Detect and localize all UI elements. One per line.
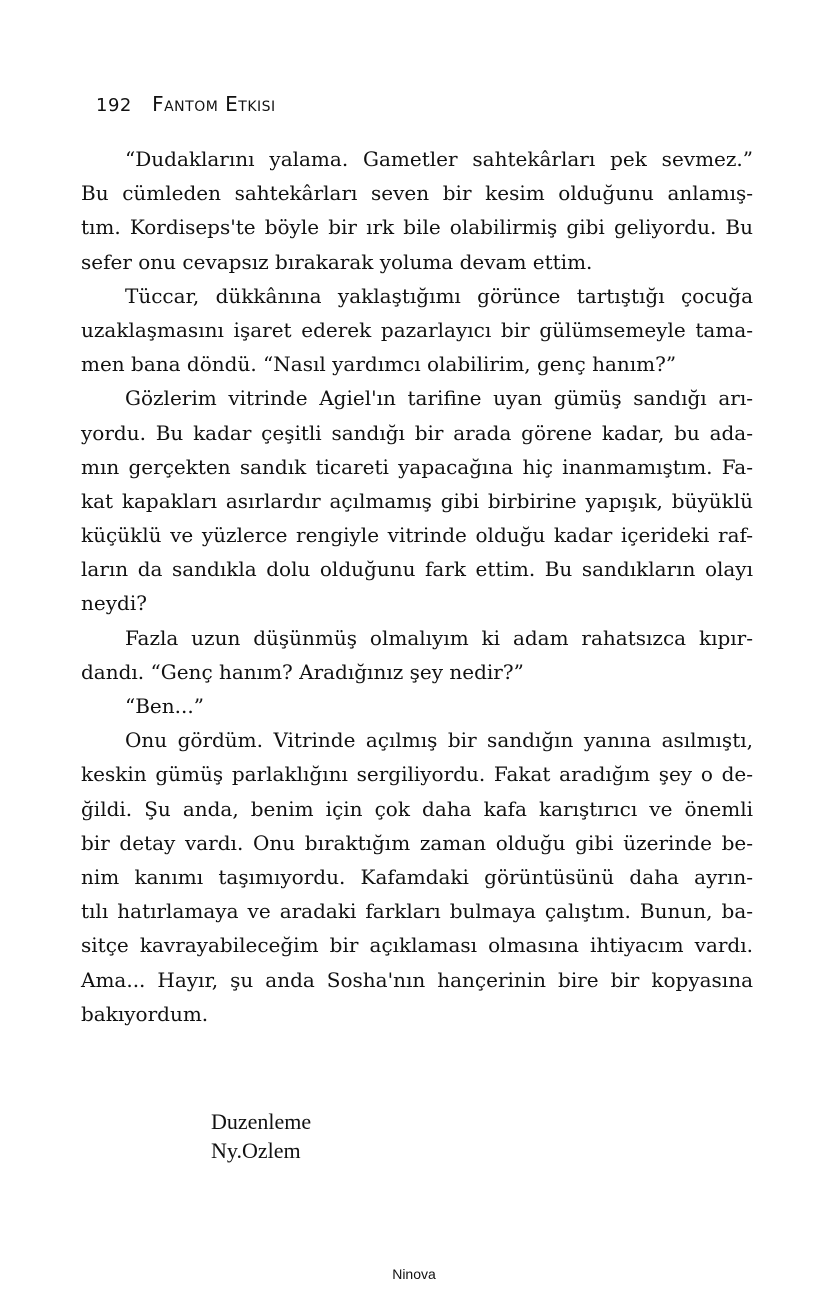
book-title: Fantom Etkisi <box>152 92 276 116</box>
text-line: küçüklü ve yüzlerce rengiyle vitrinde olduğu kadar içerideki raf- <box>81 523 753 548</box>
text-line: uzaklaşmasını işaret ederek pazarlayıcı bir gülümsemeyle tama- <box>81 317 753 342</box>
text-line: Gözlerim vitrinde Agiel'ın tarifine uyan gümüş sandığı arı- <box>125 386 753 411</box>
credit <box>211 1107 311 1165</box>
publisher: Ninova <box>392 1266 436 1282</box>
text-line: ğildi. Şu anda, benim için çok daha kafa karıştırıcı ve önemli <box>81 796 753 821</box>
text-line: Fazla uzun düşünmüş olmalıyım ki adam rahatsızca kıpır- <box>125 625 753 650</box>
page-number: 192 <box>96 95 132 116</box>
text-line: Bu cümleden sahtekârları seven bir kesim olduğunu anlamış- <box>81 181 753 206</box>
text-line: bir detay vardı. Onu bıraktığım zaman olduğu gibi üzerinde be- <box>81 830 753 855</box>
text-line: tılı hatırlamaya ve aradaki farkları bulmaya çalıştım. Bunun, ba- <box>81 899 753 924</box>
text-line: yordu. Bu kadar çeşitli sandığı bir arada görene kadar, bu ada- <box>81 420 753 445</box>
text-line: ların da sandıkla dolu olduğunu fark ettim. Bu sandıkların olayı <box>81 557 753 582</box>
credit-line-2: Ny.Ozlem <box>211 1138 301 1163</box>
text-line: nim kanımı taşımıyordu. Kafamdaki görüntüsünü daha ayrın- <box>81 864 753 889</box>
text-line: Tüccar, dükkânına yaklaştığımı görünce tartıştığı çocuğa <box>125 283 753 308</box>
text-line: Ama... Hayır, şu anda Sosha'nın hançerinin bire bir kopyasına <box>81 967 753 992</box>
text-line: mın gerçekten sandık ticareti yapacağına hiç inanmamıştım. Fa- <box>81 454 753 479</box>
text-line: men bana döndü. “Nasıl yardımcı olabilirim, genç hanım?” <box>81 352 677 377</box>
text-line: dandı. “Genç hanım? Aradığınız şey nedir?” <box>81 659 524 684</box>
text-line: sitçe kavrayabileceğim bir açıklaması olmasına ihtiyacım vardı. <box>81 933 753 958</box>
credit-line-1: Duzenleme <box>211 1109 312 1134</box>
body-text <box>81 142 753 1031</box>
text-line: sefer onu cevapsız bırakarak yoluma devam ettim. <box>81 249 593 274</box>
running-head <box>96 92 276 116</box>
text-line: neydi? <box>81 591 147 616</box>
text-line: kat kapakları asırlardır açılmamış gibi birbirine yapışık, büyüklü <box>81 488 753 513</box>
text-line: tım. Kordiseps'te böyle bir ırk bile olabilirmiş gibi geliyordu. Bu <box>81 215 753 240</box>
text-line: bakıyordum. <box>81 1001 209 1026</box>
text-line: keskin gümüş parlaklığını sergiliyordu. Fakat aradığım şey o de- <box>81 762 753 787</box>
text-line: Onu gördüm. Vitrinde açılmış bir sandığın yanına asılmıştı, <box>125 728 753 753</box>
text-line: “Ben...” <box>125 694 204 718</box>
text-line: “Dudaklarını yalama. Gametler sahtekârları pek sevmez.” <box>125 147 753 171</box>
